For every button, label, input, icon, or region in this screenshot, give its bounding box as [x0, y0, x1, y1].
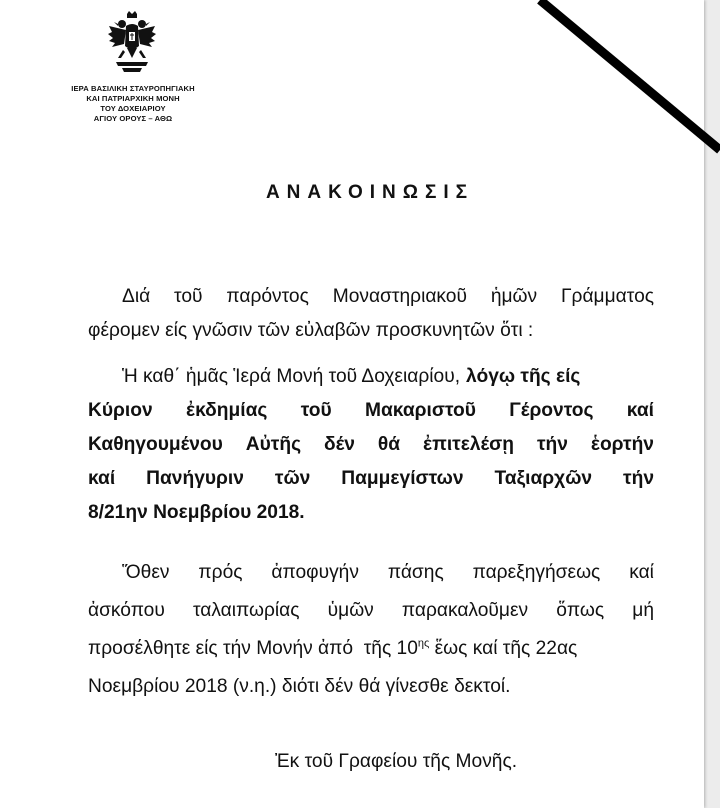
word: ταλαιπωρίας [192, 600, 300, 621]
text-line [88, 318, 654, 344]
text: ἕως καί τῆς 22ας [429, 638, 578, 659]
superscript: ης [417, 637, 430, 650]
text-line [88, 598, 654, 624]
word: Διά [122, 286, 151, 307]
bold-text: λόγῳ τῆς είς [466, 366, 581, 387]
word: ὅπως [556, 600, 605, 621]
word: Καθηγουμένου [88, 434, 223, 455]
text-line [88, 364, 654, 390]
word: Κύριον [88, 400, 153, 421]
word: ὑμῶν [327, 600, 374, 621]
word: ἐκδημίας [185, 400, 268, 421]
announcement-title: ΑΝΑΚΟΙΝΩΣΙΣ [265, 182, 475, 203]
word: Μακαριστοῦ [365, 400, 476, 421]
word: καί [626, 400, 654, 421]
letterhead-line: ΚΑΙ ΠΑΤΡΙΑΡΧΙΚΗ ΜΟΝΗ [86, 94, 180, 103]
word: Παμμεγίστων [341, 468, 464, 489]
word: πρός [198, 562, 243, 583]
word: ἐπιτελέσῃ [423, 434, 514, 455]
word: παρόντος [226, 286, 309, 307]
text: προσέλθητε είς τήν Μονήν ἀπό τῆς 10 [88, 638, 418, 659]
word: παρεξηγήσεως [472, 562, 601, 583]
word: τήν [623, 468, 654, 489]
letterhead-line: ΙΕΡΑ ΒΑΣΙΛΙΚΗ ΣΤΑΥΡΟΠΗΓΙΑΚΗ [71, 84, 195, 93]
text-line [88, 500, 654, 526]
word: θά [377, 434, 401, 455]
word: Πανήγυριν [146, 468, 244, 489]
paragraph-intro [88, 284, 654, 344]
word: τήν [536, 434, 568, 455]
paragraph-announcement [88, 364, 654, 526]
word: ἀσκόπου [88, 600, 165, 621]
word: Αὐτῆς [245, 434, 302, 455]
word: καί [629, 562, 654, 583]
text-with-superscript [88, 636, 577, 662]
text-line [88, 284, 654, 310]
letterhead-line: ΤΟΥ ΔΟΧΕΙΑΡΙΟΥ [100, 104, 166, 113]
word: πάσης [387, 562, 444, 583]
word: Γέροντος [509, 400, 594, 421]
double-headed-eagle-emblem-icon [106, 10, 158, 76]
word: ἡμῶν [490, 286, 538, 307]
word: Ὅθεν [122, 562, 170, 583]
text-line [88, 466, 654, 492]
text-line [88, 432, 654, 458]
word: παρακαλοῦμεν [401, 600, 529, 621]
word: καί [88, 468, 116, 489]
word: ἑορτήν [590, 434, 654, 455]
word: Γράμματος [560, 286, 654, 307]
word: μή [632, 600, 654, 621]
monastery-letterhead [28, 84, 238, 124]
text: φέρομεν είς γνῶσιν τῶν εὐλαβῶν προσκυνητῶν ὅτι : [88, 320, 534, 341]
word: τῶν [274, 468, 311, 489]
text-line [88, 674, 654, 700]
paragraph-request [88, 560, 654, 700]
word: Ταξιαρχῶν [494, 468, 593, 489]
word: ἀποφυγήν [271, 562, 359, 583]
word: τοῦ [174, 286, 203, 307]
text: Νοεμβρίου 2018 (ν.η.) διότι δέν θά γίνεσθε δεκτοί. [88, 676, 511, 697]
text-line [88, 636, 654, 662]
text-line [88, 560, 654, 586]
date-text: 8/21ην Νοεμβρίου 2018. [88, 502, 305, 523]
text: Ἡ καθ΄ ἡμᾶς Ἱερά Μονή τοῦ Δοχειαρίου, [122, 366, 461, 387]
signoff: Ἐκ τοῦ Γραφείου τῆς Μονῆς. [275, 751, 518, 772]
text-line [88, 398, 654, 424]
word: τοῦ [300, 400, 332, 421]
word: Μοναστηριακοῦ [332, 286, 467, 307]
letterhead-line: ΑΓΙΟΥ ΟΡΟΥΣ – ΑΘΩ [93, 114, 173, 123]
word: δέν [324, 434, 355, 455]
